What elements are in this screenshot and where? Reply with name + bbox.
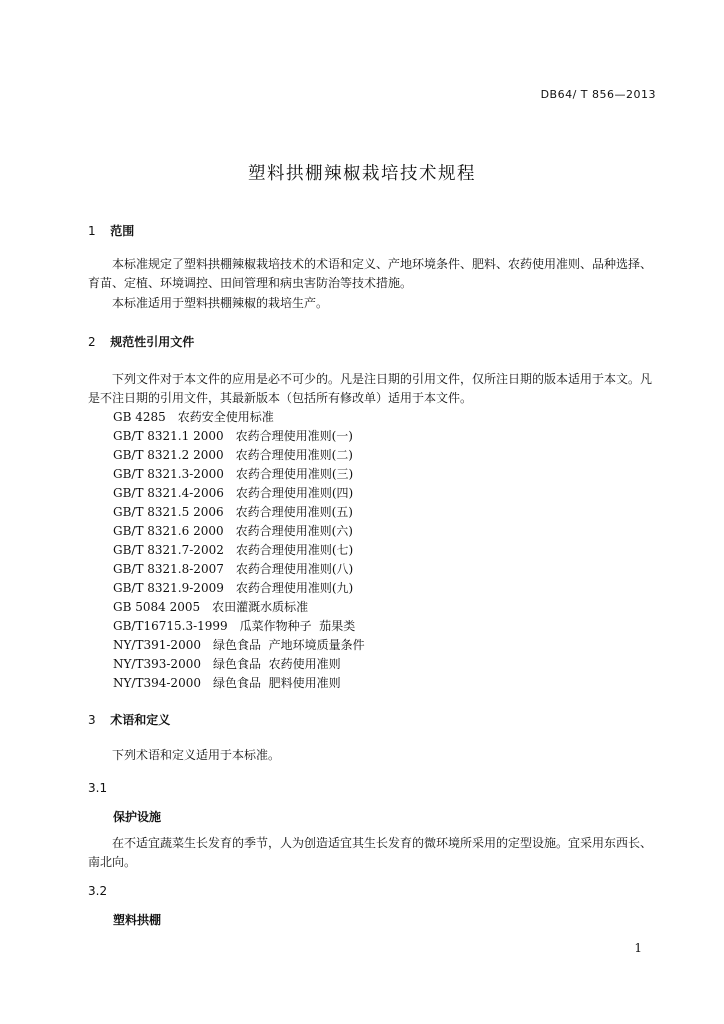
standard-code: DB64/ T 856—2013 xyxy=(540,88,656,101)
reference-code: GB/T 8321.5 2006 xyxy=(113,505,224,519)
reference-code: NY/T393-2000 xyxy=(113,657,201,671)
document-title: 塑料拱棚辣椒栽培技术规程 xyxy=(248,164,476,184)
section-title: 术语和定义 xyxy=(110,713,171,727)
reference-title: 农药合理使用准则(一) xyxy=(235,429,353,443)
reference-title: 绿色食品 肥料使用准则 xyxy=(212,676,341,690)
reference-code: GB/T 8321.8-2007 xyxy=(113,562,224,576)
reference-code: GB/T 8321.6 2000 xyxy=(113,524,224,538)
section-1-paragraph-1: 本标准规定了塑料拱棚辣椒栽培技术的术语和定义、产地环境条件、肥料、农药使用准则、品种选择、育苗、定植、环境调控、田间管理和病虫害防治等技术措施。 xyxy=(88,257,653,290)
reference-item xyxy=(113,484,353,501)
reference-code: NY/T391-2000 xyxy=(113,638,201,652)
reference-code: GB/T16715.3-1999 xyxy=(113,619,228,633)
section-1-paragraph-2: 本标准适用于塑料拱棚辣椒的栽培生产。 xyxy=(112,296,329,310)
reference-item xyxy=(113,446,353,463)
section-number: 3 xyxy=(88,713,96,727)
reference-code: GB/T 8321.9-2009 xyxy=(113,581,224,595)
reference-item xyxy=(113,560,353,577)
section-3-heading xyxy=(88,711,170,728)
reference-title: 农药合理使用准则(四) xyxy=(235,486,354,500)
reference-code: GB/T 8321.1 2000 xyxy=(113,429,224,443)
section-2-heading xyxy=(88,333,194,350)
reference-code: GB 5084 2005 xyxy=(113,600,201,614)
reference-title: 瓜菜作物种子 茄果类 xyxy=(239,619,356,633)
reference-code: GB/T 8321.4-2006 xyxy=(113,486,224,500)
reference-title: 绿色食品 产地环境质量条件 xyxy=(212,638,365,652)
section-number: 1 xyxy=(88,224,96,238)
section-title: 范围 xyxy=(110,224,135,238)
reference-code: GB 4285 xyxy=(113,410,166,424)
reference-code: GB/T 8321.3-2000 xyxy=(113,467,224,481)
reference-item xyxy=(113,598,308,615)
reference-title: 农药合理使用准则(三) xyxy=(235,467,354,481)
section-3-intro: 下列术语和定义适用于本标准。 xyxy=(112,748,281,762)
reference-title: 农药合理使用准则(六) xyxy=(235,524,353,538)
reference-code: GB/T 8321.2 2000 xyxy=(113,448,224,462)
term-number: 3.2 xyxy=(88,884,108,898)
reference-item xyxy=(113,579,353,596)
reference-title: 农药安全使用标准 xyxy=(177,410,274,424)
section-title: 规范性引用文件 xyxy=(110,335,195,349)
reference-title: 农药合理使用准则(五) xyxy=(235,505,353,519)
reference-item xyxy=(113,465,353,482)
reference-code: NY/T394-2000 xyxy=(113,676,201,690)
reference-title: 农药合理使用准则(八) xyxy=(235,562,354,576)
section-1-heading xyxy=(88,222,134,239)
term-heading: 塑料拱棚 xyxy=(113,913,162,927)
section-2-intro: 下列文件对于本文件的应用是必不可少的。凡是注日期的引用文件，仅所注日期的版本适用于本文。凡是不注日期的引用文件，其最新版本（包括所有修改单）适用于本文件。 xyxy=(88,372,653,405)
reference-item xyxy=(113,636,365,653)
reference-title: 农药合理使用准则(七) xyxy=(235,543,354,557)
term-number: 3.1 xyxy=(88,781,108,795)
reference-item xyxy=(113,503,353,520)
reference-item xyxy=(113,522,353,539)
page-number: 1 xyxy=(634,941,642,955)
term-definition: 在不适宜蔬菜生长发育的季节，人为创造适宜其生长发育的微环境所采用的定型设施。宜采用东西长、南北向。 xyxy=(88,836,653,869)
reference-item xyxy=(113,674,341,691)
reference-item xyxy=(113,427,353,444)
reference-title: 绿色食品 农药使用准则 xyxy=(212,657,341,671)
reference-title: 农田灌溉水质标准 xyxy=(212,600,309,614)
reference-item xyxy=(113,655,341,672)
reference-item xyxy=(113,408,274,425)
reference-title: 农药合理使用准则(二) xyxy=(235,448,353,462)
reference-title: 农药合理使用准则(九) xyxy=(235,581,354,595)
reference-item xyxy=(113,541,353,558)
reference-code: GB/T 8321.7-2002 xyxy=(113,543,224,557)
reference-item xyxy=(113,617,355,634)
section-number: 2 xyxy=(88,335,96,349)
term-heading: 保护设施 xyxy=(113,810,162,824)
